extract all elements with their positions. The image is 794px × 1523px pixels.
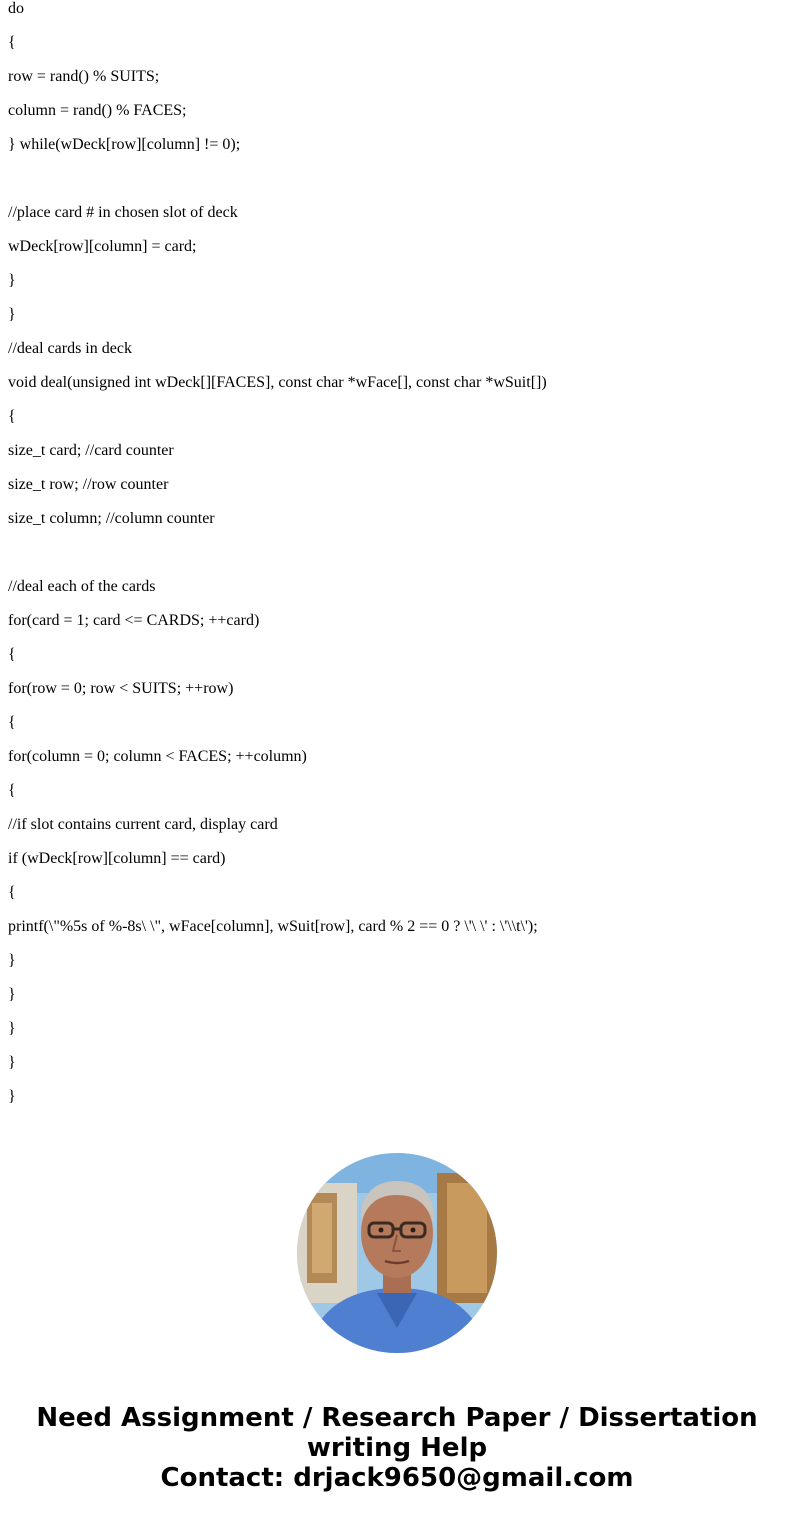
person-portrait-icon [297, 1153, 497, 1353]
footer-contact-line: Contact: drjack9650@gmail.com [160, 1463, 634, 1493]
code-line: row = rand() % SUITS; [8, 68, 160, 85]
code-line: do [8, 0, 24, 17]
code-line: for(column = 0; column < FACES; ++column) [8, 748, 307, 765]
code-line: for(card = 1; card <= CARDS; ++card) [8, 612, 260, 629]
contact-footer [0, 1403, 794, 1493]
code-line: } [8, 1020, 16, 1037]
code-line: } [8, 306, 16, 323]
code-line [8, 170, 788, 204]
code-line: size_t card; //card counter [8, 442, 174, 459]
code-listing [8, 0, 788, 1122]
code-line: size_t row; //row counter [8, 476, 169, 493]
code-line: size_t column; //column counter [8, 510, 215, 527]
code-line: column = rand() % FACES; [8, 102, 187, 119]
footer-line-1: Need Assignment / Research Paper / Dissertation [36, 1403, 758, 1433]
footer-line-2: writing Help [306, 1433, 488, 1463]
code-line: { [8, 34, 16, 51]
author-avatar [297, 1153, 497, 1353]
code-line: { [8, 408, 16, 425]
code-line: } [8, 272, 16, 289]
code-line: //place card # in chosen slot of deck [8, 204, 238, 221]
code-line: //deal cards in deck [8, 340, 132, 357]
code-line: } while(wDeck[row][column] != 0); [8, 136, 241, 153]
code-line: for(row = 0; row < SUITS; ++row) [8, 680, 234, 697]
code-line: } [8, 1088, 16, 1105]
code-line: { [8, 782, 16, 799]
code-line: } [8, 986, 16, 1003]
code-line: } [8, 952, 16, 969]
code-line [8, 544, 788, 578]
code-line: } [8, 1054, 16, 1071]
code-line: //if slot contains current card, display card [8, 816, 278, 833]
code-line: wDeck[row][column] = card; [8, 238, 197, 255]
code-line: printf(\"%5s of %-8s\ \", wFace[column], wSuit[row], card % 2 == 0 ? \'\ \' : \'\\t\'); [8, 918, 538, 935]
code-line: //deal each of the cards [8, 578, 156, 595]
code-line: { [8, 884, 16, 901]
code-line: void deal(unsigned int wDeck[][FACES], const char *wFace[], const char *wSuit[]) [8, 374, 547, 391]
code-line: { [8, 714, 16, 731]
code-line: { [8, 646, 16, 663]
code-line: if (wDeck[row][column] == card) [8, 850, 226, 867]
